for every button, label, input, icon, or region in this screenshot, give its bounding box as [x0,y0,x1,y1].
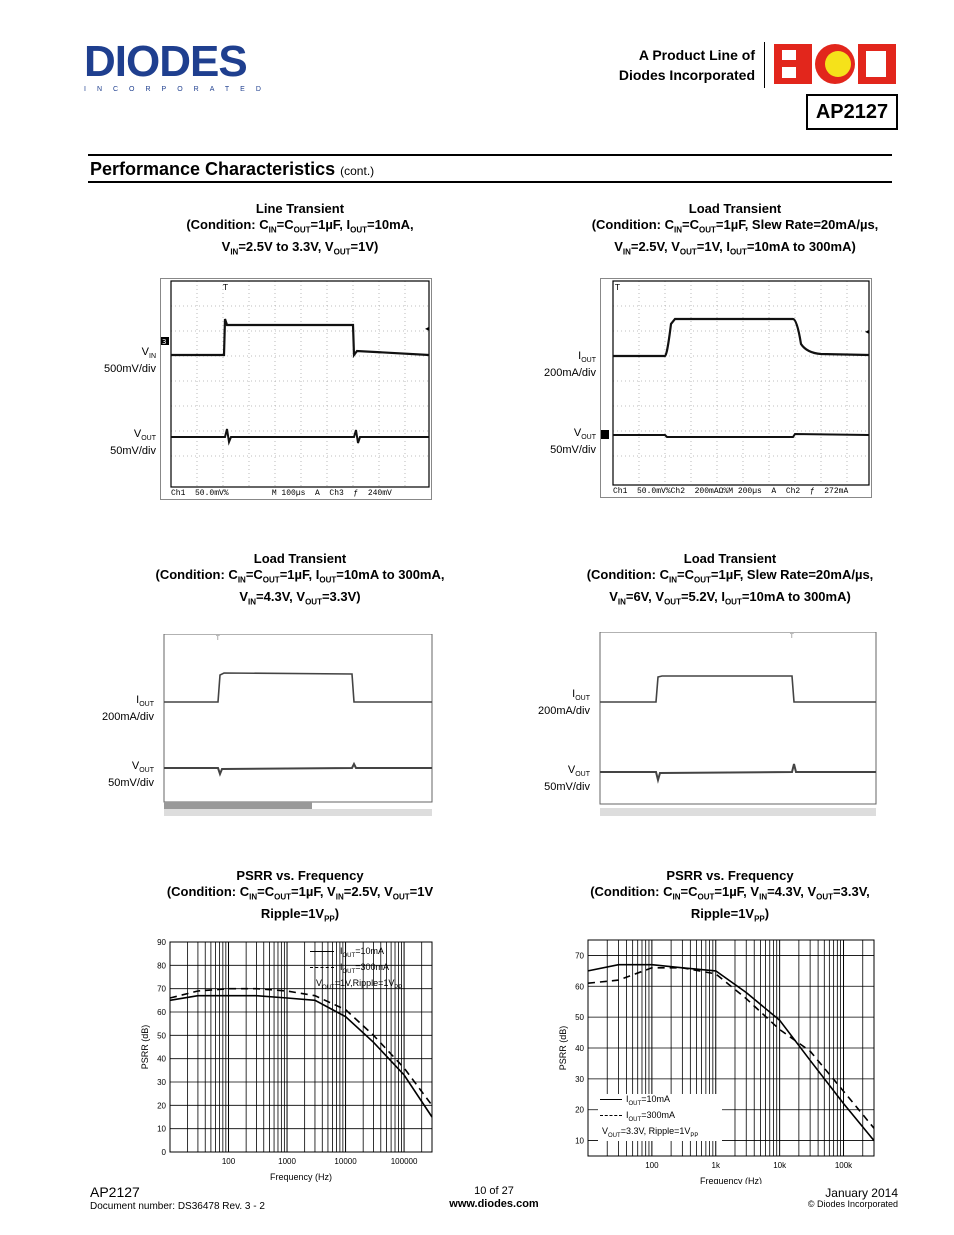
y-tick-label: 40 [157,1054,166,1064]
section-title: Performance Characteristics (cont.) [90,159,375,179]
y-tick-label: 50 [157,1031,166,1041]
x-tick-label: 1000 [278,1157,296,1166]
plot4-channel-b-label: $V_{OUT}$ 50mV/div [544,764,590,794]
scope-grid [613,281,869,485]
plot5-title: PSRR vs. Frequency (Condition: $C_{IN}=C_{OUT}=1\mu F$, $V_{IN}=2.5V$, $V_{OUT}=1V$ $Ripple=1V_{PP}$) [166,868,434,924]
svg-text:T: T [216,635,220,642]
plot3-title: Load Transient (Condition: $C_{IN}=C_{OUT}=1\mu F$, $I_{OUT}=10mA$ to 300mA, $V_{IN}=4.3V$, $V_{OUT}=3.3V$) [155,551,445,607]
svg-text:T: T [615,283,620,292]
y-tick-label: 10 [575,1136,584,1146]
plot1-title: Line Transient (Condition: $C_{IN}=C_{OUT}=1\mu F$, $I_{OUT}=10mA$, $V_{IN}=2.5V$ to 3.3V, $V_{OUT}=1V$) [186,201,414,257]
y-tick-label: 70 [157,984,166,994]
x-tick-label: 1k [711,1161,720,1170]
plot2-scope-screen [600,278,872,498]
x-tick-label: 10k [773,1161,787,1170]
plot2-iout-trace [613,319,869,356]
footer-part-number: AP2127 [90,1184,140,1200]
logo-text: DIODES [84,37,247,86]
psrr-chart-2 [552,932,882,1184]
plot6-title: PSRR vs. Frequency (Condition: $C_{IN}=C_{OUT}=1\mu F$, $V_{IN}=4.3V$, $V_{OUT}=3.3V$, $Ripple=1V_{PP}$) [590,868,870,924]
svg-text:3: 3 [162,338,167,346]
legend-item-300ma: $I_{OUT}=300mA$ [598,1110,722,1126]
plot1-channel-b-label: $V_{OUT}$ 50mV/div [110,428,156,458]
footer-date: January 2014 [825,1186,898,1200]
plot3-channel-b-label: $V_{OUT}$ 50mV/div [108,760,154,790]
section-rule-bottom [88,181,892,183]
footer-copyright: © Diodes Incorporated [807,1199,898,1209]
part-number-box: AP2127 [806,94,898,130]
svg-text:◂: ◂ [425,324,430,333]
x-tick-label: 100000 [390,1157,418,1166]
y-tick-label: 0 [161,1148,166,1157]
plot4-scope-screen [596,632,878,816]
footer-url[interactable]: www.diodes.com [449,1198,539,1210]
footer-page: 10 of 27 [474,1185,514,1197]
x-tick-label: 100k [834,1161,853,1170]
svg-text:◂: ◂ [865,327,870,336]
plot1-channel-a-label: $V_{IN}$ 500mV/div [104,346,156,376]
y-tick-label: 50 [575,1013,584,1023]
section-rule-top [88,154,892,156]
x-axis-label: Frequency (Hz) [699,1176,763,1184]
header-divider [764,42,765,88]
y-axis-label: PSRR (dB) [558,1025,568,1071]
plot2-scope-status: Ch1 50.0mV%Ch2 200mAΩ%M 200µs A Ch2 ƒ 272mA [613,487,849,496]
x-axis-label: Frequency (Hz) [269,1172,333,1182]
psrr-chart-2-svg [552,932,882,1184]
y-tick-label: 40 [575,1044,584,1053]
plot3-channel-a-label: $I_{OUT}$ 200mA/div [102,694,154,724]
x-tick-label: 10000 [334,1157,357,1166]
y-tick-label: 30 [575,1074,584,1084]
svg-text:T: T [223,283,228,292]
y-tick-label: 30 [157,1078,166,1087]
plot2-vout-trace [613,434,869,437]
diodes-logo [84,37,272,93]
chart2-legend [598,1094,722,1141]
legend-note: $V_{OUT}=1V,Ripple=1V_{PP}$ [316,977,403,991]
plot2-title: Load Transient (Condition: $C_{IN}=C_{OUT}=1\mu F$, Slew Rate=20mA/µs, $V_{IN}=2.5V$, $V_{OUT}=1V$, $I_{OUT}=10mA$ to 300mA) [591,201,879,257]
plot4-title: Load Transient (Condition: $C_{IN}=C_{OUT}=1\mu F$, Slew Rate=20mA/µs, $V_{IN}=6V$, $V_{OUT}=5.2V$, $I_{OUT}=10mA$ to 300mA) [586,551,874,607]
logo-subtext: INCORPORATED [84,86,272,93]
footer-document-number: Document number: DS36478 Rev. 3 - 2 [90,1201,265,1212]
y-tick-label: 80 [157,961,166,971]
bcd-logo [772,40,898,88]
svg-text:T: T [790,633,794,640]
plot2-channel-a-label: $I_{OUT}$ 200mA/div [544,350,596,380]
product-line: A Product Line of Diodes Incorporated [618,47,755,83]
y-tick-label: 20 [157,1101,166,1111]
y-tick-label: 20 [575,1105,584,1115]
legend-item-10ma: $I_{OUT}=10mA$ [598,1094,722,1110]
y-tick-label: 60 [157,1008,166,1017]
plot1-scope-screen [160,278,432,500]
scope-grid [171,281,429,487]
plot4-channel-a-label: $I_{OUT}$ 200mA/div [538,688,590,718]
y-tick-label: 10 [157,1124,166,1134]
x-tick-label: 100 [221,1157,236,1166]
plot2-channel-b-label: $V_{OUT}$ 50mV/div [550,427,596,457]
y-tick-label: 90 [157,938,166,947]
y-tick-label: 60 [575,982,584,992]
psrr-chart-1 [136,932,442,1184]
x-tick-label: 100 [645,1161,659,1170]
legend-item-10ma: $I_{OUT}=10mA$ [310,946,434,962]
plot1-vin-trace [171,319,429,355]
plot3-scope-screen [160,634,434,816]
legend-item-300ma: $I_{OUT}=300mA$ [310,962,434,978]
legend-note: $V_{OUT}=3.3V$, $Ripple=1V_{PP}$ [602,1125,699,1139]
y-tick-label: 70 [575,951,584,961]
plot1-scope-status: Ch1 50.0mV% M 100µs A Ch3 ƒ 240mV [171,489,392,498]
y-axis-label: PSRR (dB) [140,1024,150,1070]
chart1-legend [310,946,434,993]
series-line-300ma [170,989,432,1106]
